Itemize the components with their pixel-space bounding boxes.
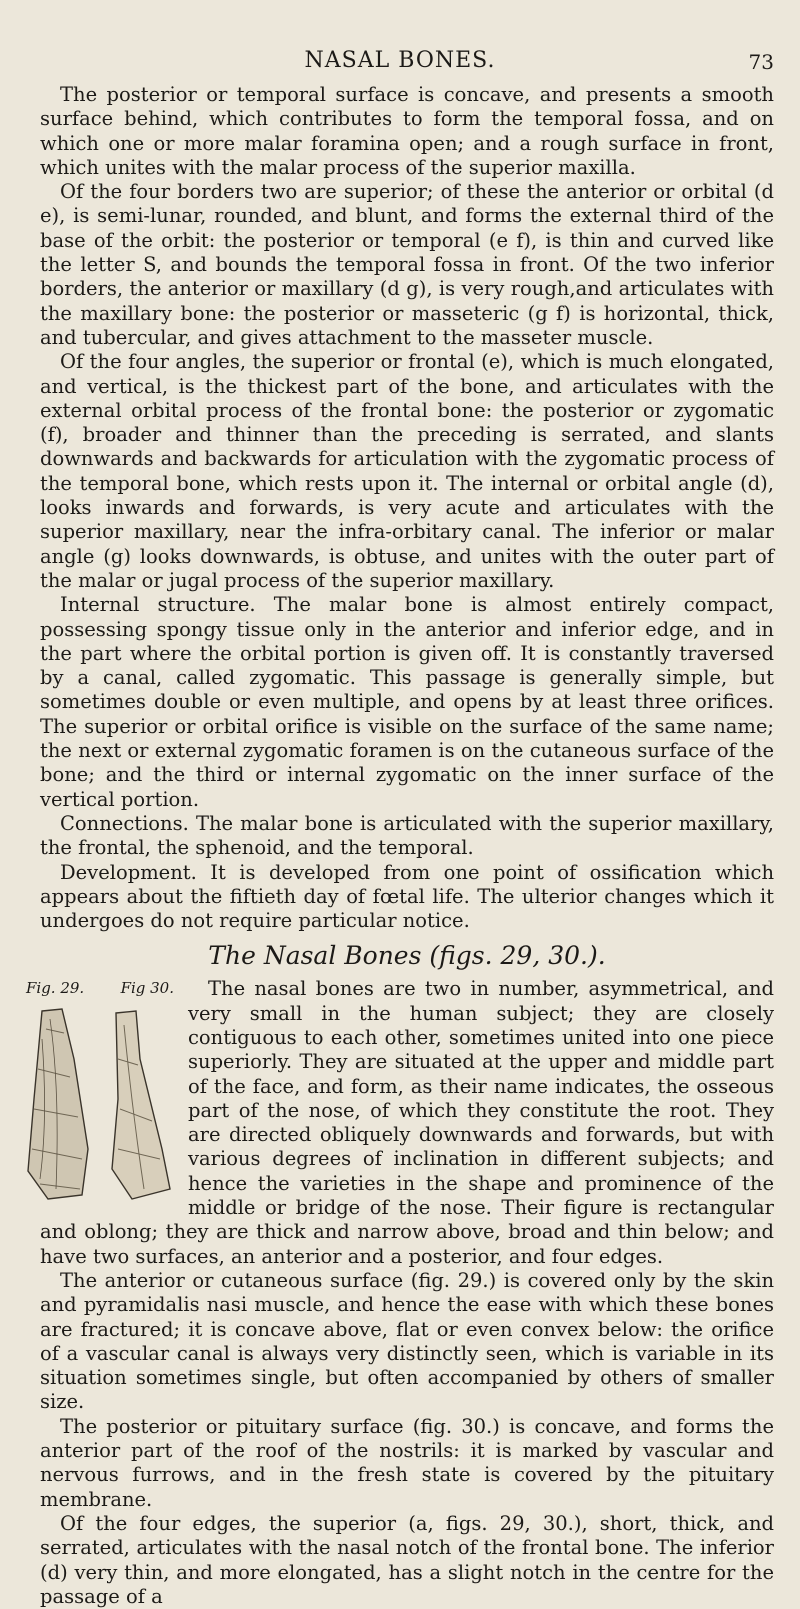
fig-30-drawing [112,1011,170,1199]
page-body [26,83,774,1609]
nasal-bones-figures [20,977,180,1211]
paragraph-borders: Of the four borders two are superior; of these the anterior or orbital (d e), is semi-lunar, rounded, and blunt, and forms the external third of the base of the orbit: the posterior or temporal (e f), is thin and curved like the letter S, and bounds the temporal fossa in front. Of the two inferior borders, the anterior or maxillary (d g), is very rough,and articulates with the maxillary bone: the posterior or masseteric (g f) is horizontal, thick, and tubercular, and gives attachment to the masseter muscle. [40,180,774,349]
nasal-bone-illustration [20,999,180,1209]
paragraph-nasal-intro: The nasal bones are two in number, asymmetrical, and very small in the human subject; they are closely contiguous to each other, sometimes united into one piece superiorly. They are situated at the upper and middle part of the face, and form, as their name indicates, the osseous part of the nose, of which they constitute the root. They are directed obliquely downwards and forwards, but with various degrees of inclination in different subjects; and hence the varieties in the shape and prominence of the middle or bridge of the nose. Their figure is rectangular and oblong; they are thick and narrow above, broad and thin below; and have two surfaces, an anterior and a posterior, and four edges. [40,977,774,1268]
section-heading: The Nasal Bones (figs. 29, 30.). [208,941,606,971]
paragraph-anterior-surface: The anterior or cutaneous surface (fig. 29.) is covered only by the skin and pyramidalis nasi muscle, and hence the ease with which these bones are fractured; it is concave above, flat or even convex below: the orifice of a vascular canal is always very distinctly seen, which is variable in its situation sometimes single, but often accompanied by others of smaller size. [40,1268,774,1414]
paragraph-posterior-surface: The posterior or temporal surface is concave, and presents a smooth surface behind, which contributes to form the temporal fossa, and on which one or more malar foramina open; and a rough surface in front, which unites with the malar process of the superior maxilla. [40,83,774,179]
paragraph-angles: Of the four angles, the superior or frontal (e), which is much elongated, and vertical, is the thickest part of the bone, and articulates with the external orbital process of the frontal bone: the posterior or zygomatic (f), broader and thinner than the preceding is serrated, and slants downwards and backwards for articulation with the zygomatic process of the temporal bone, which rests upon it. The internal or orbital angle (d), looks inwards and forwards, is very acute and articulates with the superior maxillary, near the infra-orbitary canal. The inferior or malar angle (g) looks downwards, is obtuse, and unites with the outer part of the malar or jugal process of the superior maxillary. [40,350,774,592]
fig-30-caption: Fig 30. [120,979,174,998]
running-head [0,48,800,78]
figure-captions [20,977,180,999]
fig-29-caption: Fig. 29. [26,979,85,998]
paragraph-posterior-surface-nasal: The posterior or pituitary surface (fig. 30.) is concave, and forms the anterior part of the roof of the nostrils: it is marked by vascular and nervous furrows, and in the fresh state is covered by the pituitary membrane. [40,1414,774,1511]
running-title: NASAL BONES. [304,48,496,73]
page-number: 73 [748,50,774,74]
paragraph-connections: Connections. The malar bone is articulated with the superior maxillary, the frontal, the sphenoid, and the temporal. [40,811,774,860]
paragraph-internal-structure: Internal structure. The malar bone is almost entirely compact, possessing spongy tissue only in the anterior and inferior edge, and in the part where the orbital portion is given off. It is constantly traversed by a canal, called zygomatic. This passage is generally simple, but sometimes double or even multiple, and opens by at least three orifices. The superior or orbital orifice is visible on the surface of the same name; the next or external zygomatic foramen is on the cutaneous surface of the bone; and the third or internal zygomatic on the inner surface of the vertical portion. [40,593,774,811]
paragraph-development: Development. It is developed from one point of ossification which appears about the fiftieth day of fœtal life. The ulterior changes which it undergoes do not require particular notice. [40,860,774,933]
fig-29-drawing [28,1009,88,1199]
paragraph-edges: Of the four edges, the superior (a, figs. 29, 30.), short, thick, and serrated, articulates with the nasal notch of the frontal bone. The inferior (d) very thin, and more elongated, has a slight notch in the centre for the passage of a [40,1511,774,1608]
